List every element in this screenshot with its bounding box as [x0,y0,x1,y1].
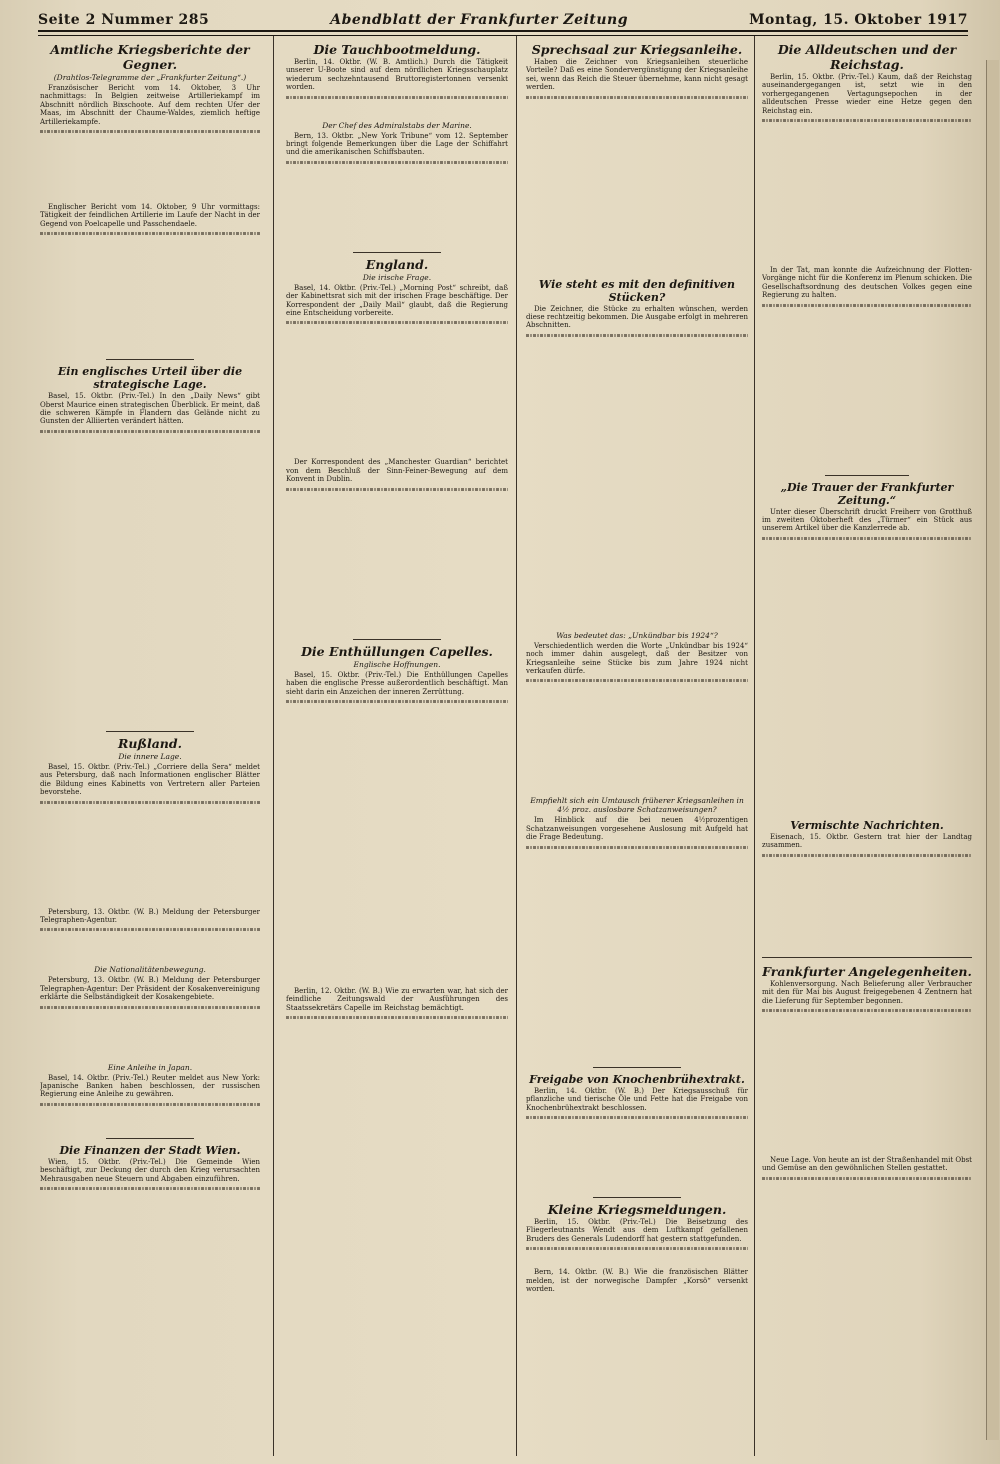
article-title: Rußland. [117,735,182,751]
article-paragraph: Der Korrespondent des „Manchester Guardian“ berichtet von dem Beschluß der Sinn-Feiner-Bewegung auf dem Konvent in Dublin. [286,458,508,484]
article-pan-germans [762,42,972,471]
article-title: Sprechsaal zur Kriegsanleihe. [531,42,743,57]
text-block [762,851,972,951]
article-definitive-certificates [526,278,748,1063]
article-subtitle: Eine Anleihe in Japan. [107,1062,193,1072]
article-paragraph: Haben die Zeichner von Kriegsanleihen steuerliche Vorteile? Daß es eine Sondervergünstigung der Kriegsanleihe sei, wenn das Reich die Steuer übernehme, kann nicht gesagt werden. [526,58,748,92]
article-mourning-ffm-zeitung [762,481,972,814]
article-paragraph: Neue Lage. Von heute an ist der Straßenhandel mit Obst und Gemüse an den gewöhnlichen Stellen gestattet. [762,1155,972,1173]
article-paragraph: Basel, 15. Oktbr. (Priv.-Tel.) In den „Daily News“ gibt Oberst Maurice einen strategischen Überblick. Er meint, daß die schweren Kämpfe in Flandern das Gelände nicht zu Gunsten der Alliierten verändert hätten. [40,392,260,426]
article-paragraph: Bern, 14. Oktbr. (W. B.) Wie die französischen Blätter melden, ist der norwegische Dampfer „Korsö“ versenkt worden. [526,1268,748,1293]
column-divider [516,36,517,1456]
article-frankfurt-affairs [762,964,972,1334]
article-capelle-revelations [286,644,508,1343]
separator [762,957,972,958]
article-title: Die Enthüllungen Capelles. [301,643,493,659]
article-war-loan-forum [526,42,748,273]
article-subtitle: Die Nationalitätenbewegung. [94,965,206,975]
column-4 [762,38,972,1453]
text-block [286,1013,508,1343]
article-subtitle: Englische Hoffnungen. [353,659,441,669]
text-block [40,1003,260,1063]
article-subtitle: Die innere Lage. [118,751,182,761]
article-paragraph: Englischer Bericht vom 14. Oktober, 9 Uhr vormittags: Tätigkeit der feindlichen Artillerie im Laufe der Nacht in der Gegend von Poelcapelle und Passchendaele. [40,203,260,228]
binding-margin [986,60,999,1440]
article-paragraph: Bern, 13. Oktbr. „New York Tribune“ vom 12. September bringt folgende Bemerkungen über die Lage der Schiffahrt und die amerikanischen Schiffsbauten. [286,131,508,157]
article-paragraph: Petersburg, 13. Oktbr. (W. B.) Meldung der Petersburger Telegraphen-Agentur. [40,907,260,924]
separator [353,639,442,640]
column-3 [526,38,748,1453]
article-paragraph: Berlin, 12. Oktbr. (W. B.) Wie zu erwarten war, hat sich der feindliche Zeitungswald der Ausführungen des Staatssekretärs Capelle im Reichstag bemächtigt. [286,986,508,1012]
article-russia [40,736,260,1134]
article-paragraph: Berlin, 15. Oktbr. (Priv.-Tel.) Die Beisetzung des Fliegerleutnants Wendt aus dem Luftkampf gefallenen Bruders des Generals Ludendorff hat gestern stattgefunden. [526,1217,748,1243]
separator [353,252,442,253]
separator [106,359,194,360]
article-title: England. [365,256,429,272]
article-subtitle: Die irische Frage. [362,272,432,282]
text-block [286,158,508,248]
page-header [38,8,968,28]
article-title: Amtliche Kriegsberichte der Gegner. [50,42,250,72]
article-title: Wie steht es mit den definitiven Stücken? [538,277,736,304]
text-block [762,116,972,266]
text-block [286,697,508,987]
article-paragraph: Basel, 14. Oktbr. (Priv.-Tel.) Reuter meldet aus New York: Japanische Banken haben beschlossen, der russischen Regierung eine Anleihe zu gewähren. [40,1073,260,1099]
article-paragraph: Französischer Bericht vom 14. Oktober, 3 Uhr nachmittags: In Belgien zeitweise Artilleriekampf im Abschnitt nördlich Bixschoote. Auf dem rechten Ufer der Maas, im Abschnitt der Chaume-Waldes, ziemlich heftige Artilleriekampfe. [40,84,260,126]
header-masthead: Abendblatt der Frankfurter Zeitung [330,12,628,28]
separator [106,1138,194,1139]
text-block [526,843,748,1063]
article-paragraph: Wien, 15. Oktbr. (Priv.-Tel.) Die Gemeinde Wien beschäftigt, zur Deckung der durch den Krieg verursachten Mehrausgaben neue Steuern und Abgaben einzuführen. [40,1157,260,1183]
article-title: Ein englisches Urteil über die strategische Lage. [57,365,243,392]
text-block [762,534,972,814]
article-paragraph: Berlin, 15. Oktbr. (Priv.-Tel.) Kaum, daß der Reichstag auseinandergegangen ist, setzt wie in den vorhergegangenen Vertagungsepochen in der alldeutschen Presse wieder eine Hetze gegen den Reichstag ein. [762,73,972,115]
article-subtitle: Was bedeutet das: „Unkündbar bis 1924“? [556,630,718,640]
header-page-number: Seite 2 Nummer 285 [38,12,210,28]
text-block [762,1174,972,1334]
article-paragraph: Basel, 15. Oktbr. (Priv.-Tel.) Die Enthüllungen Capelles haben die englische Presse außerordentlich beschäftigt. Man sieht darin ein Anzeichen der inneren Zerrüttung. [286,670,508,696]
text-block [286,485,508,635]
column-divider [754,36,755,1456]
text-block [762,301,972,471]
article-title: Kleine Kriegsmeldungen. [547,1201,727,1217]
article-bone-broth-release [526,1073,748,1193]
separator [593,1197,682,1198]
article-paragraph: Berlin, 14. Oktbr. (W. B.) Der Kriegsausschuß für pflanzliche und tierische Öle und Fette hat die Freigabe von Knochenbrühextrakt beschlossen. [526,1086,748,1112]
article-small-war-reports [526,1202,748,1293]
article-paragraph: Petersburg, 13. Oktbr. (W. B.) Meldung der Petersburger Telegraphen-Agentur: Der Präsident der Kosakenvereinigung erklärte die Selbständigkeit der Kosakengebiete. [40,976,260,1002]
separator [106,731,194,732]
text-block [286,93,508,121]
separator [825,475,909,476]
text-block [40,229,260,355]
article-title: Freigabe von Knochenbrühextrakt. [529,1072,745,1086]
article-paragraph: Basel, 14. Oktbr. (Priv.-Tel.) „Morning Post“ schreibt, daß der Kabinettsrat sich mit der irischen Frage beschäftige. Der Korrespondent der „Daily Mail“ glaubt, daß die Regierung eine Entscheidung vorbereite. [286,283,508,318]
article-subtitle: Empfiehlt sich ein Umtausch früherer Kriegsanleihen in 4½ proz. auslosbare Schatzanweisungen? [530,796,744,815]
text-block [40,427,260,727]
article-title: Vermischte Nachrichten. [790,818,944,832]
text-block [526,1244,748,1268]
article-paragraph: Im Hinblick auf die bei neuen 4½prozentigen Schatzanweisungen vorgesehene Auslosung mit Aufgeld hat die Frage Bedeutung. [526,816,748,842]
text-block [526,1113,748,1193]
text-block [40,1100,260,1134]
article-mixed-news [762,819,972,951]
text-block [526,93,748,273]
article-paragraph: Basel, 15. Oktbr. (Priv.-Tel.) „Corriere della Sera“ meldet aus Petersburg, daß nach Informationen englischer Blätter die Bildung eines Kabinetts von Vertretern aller Parteien bevorstehe. [40,762,260,797]
article-title: Die Finanzen der Stadt Wien. [59,1143,241,1157]
article-vienna-finances [40,1144,260,1254]
article-title: Frankfurter Angelegenheiten. [762,963,972,979]
column-1 [40,38,260,1453]
article-official-reports [40,42,260,355]
article-paragraph: Eisenach, 15. Oktbr. Gestern trat hier der Landtag zusammen. [762,832,972,850]
text-block [40,925,260,965]
article-title: Die Alldeutschen und der Reichstag. [777,42,957,72]
article-paragraph: Berlin, 14. Oktbr. (W. B. Amtlich.) Durch die Tätigkeit unserer U-Boote sind auf dem nördlichen Kriegsschauplatz wiederum sechzehntausend Bruttoregistertonnen versenkt worden. [286,58,508,92]
text-block [762,1006,972,1156]
article-title: „Die Trauer der Frankfurter Zeitung.“ [780,480,954,507]
article-english-judgement [40,365,260,727]
text-block [526,331,748,631]
header-date: Montag, 15. Oktober 1917 [749,12,968,28]
article-paragraph: Verschiedentlich werden die Worte „Unkündbar bis 1924“ noch immer dahin ausgelegt, daß der Besitzer von Kriegsanleihe seine Stücke bis zum Jahre 1924 nicht verkaufen dürfe. [526,641,748,676]
article-paragraph: Die Zeichner, die Stücke zu erhalten wünschen, werden diese rechtzeitig bekommen. Die Ausgabe erfolgt in mehreren Abschnitten. [526,304,748,330]
column-divider [273,36,274,1456]
column-2 [286,38,508,1453]
separator [593,1067,682,1068]
text-block [40,798,260,908]
article-england [286,257,508,635]
text-block [526,676,748,796]
article-paragraph: Unter dieser Überschrift druckt Freiherr von Grotthuß im zweiten Oktoberheft des „Türmer“ ein Stück aus unserem Artikel über die Kanzlerrede ab. [762,507,972,533]
article-paragraph: Kohlenversorgung. Nach Belieferung aller Verbraucher mit den für Mai bis August freigegebenen 4 Zentnern hat die Lieferung für September begonnen. [762,979,972,1005]
text-block [286,318,508,458]
article-title: Die Tauchbootmeldung. [313,42,481,57]
article-paragraph: In der Tat, man konnte die Aufzeichnung der Flotten-Vorgänge nicht für die Konferenz im Plenum schicken. Die Gesellschaftsordnung des deutschen Volkes gegen eine Regierung zu halten. [762,266,972,300]
article-subtitle: (Drahtlos-Telegramme der „Frankfurter Zeitung“.) [53,73,247,82]
article-submarine-report [286,42,508,248]
text-block [40,1184,260,1254]
header-rule [38,30,968,36]
text-block [40,127,260,203]
article-signature: Der Chef des Admiralstabs der Marine. [322,120,472,130]
